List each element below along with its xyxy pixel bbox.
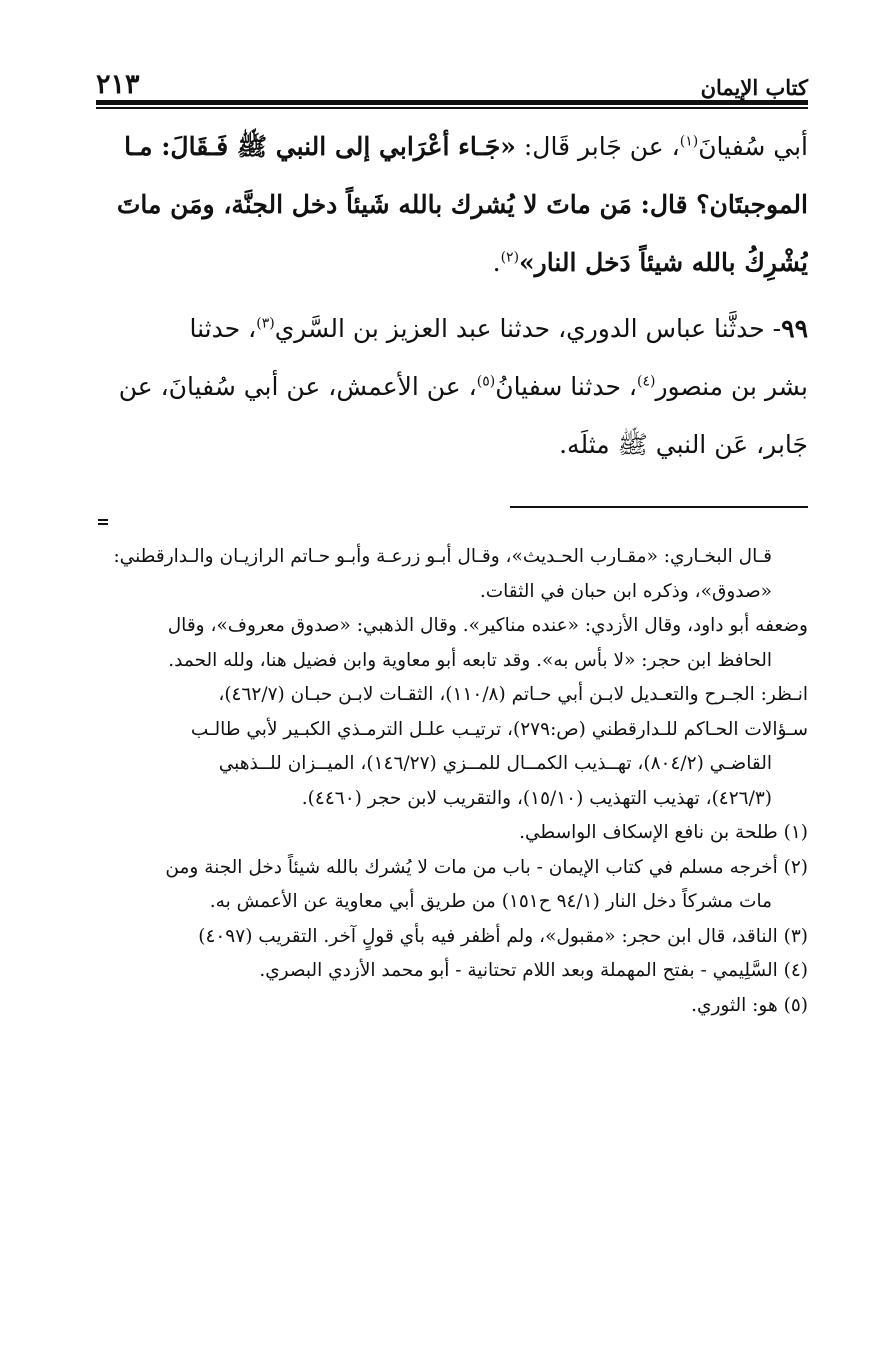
main-text bbox=[98, 118, 808, 474]
footnote-ref: (٥) bbox=[476, 373, 496, 390]
note-line: انـظر: الجـرح والتعـديل لابـن أبي حـاتم (١١٠/٨)، الثقـات لابـن حبـان (٤٦٢/٧)، bbox=[218, 684, 808, 705]
footnote-item: (٥) هو: الثوري. bbox=[691, 994, 808, 1016]
footnote-separator bbox=[510, 506, 808, 508]
header-rule bbox=[96, 100, 808, 105]
page-number: ٢١٣ bbox=[96, 69, 140, 100]
footnote-item: (١) طلحة بن نافع الإسكاف الواسطي. bbox=[519, 822, 808, 843]
footnote-ref: (٤) bbox=[636, 373, 656, 390]
footnote-continuation: مات مشركاً دخل النار (٩٤/١ ح١٥١) من طريق أبي معاوية عن الأعمش به. bbox=[209, 891, 772, 912]
footnotes bbox=[98, 540, 808, 1023]
note-line: (٤٢٦/٣)، تهذيب التهذيب (١٥/١٠)، والتقريب لابن حجر (٤٤٦٠). bbox=[301, 787, 772, 809]
header-rule-thin bbox=[96, 107, 808, 109]
running-title: كتاب الإيمان bbox=[700, 75, 808, 100]
hadith-number: ٩٩ bbox=[781, 314, 808, 343]
footnote-item: (٣) الناقد، قال ابن حجر: «مقبول»، ولم أظفر فيه بأي قولٍ آخر. التقريب (٤٠٩٧) bbox=[198, 925, 808, 947]
note-line: «صدوق»، وذكره ابن حبان في الثقات. bbox=[479, 580, 772, 602]
note-line: قـال البخـاري: «مقـارب الحـديث»، وقـال أبـو زرعـة وأبـو حـاتم الرازيـان والـدارقطني: bbox=[113, 546, 772, 567]
continuation-mark bbox=[98, 519, 108, 521]
footnote-ref: (١) bbox=[679, 133, 699, 150]
main-line: أبي سُفيانَ$^{(١)}$، عن جَابر قَال: «جَـاء أعْرَابي إلى النبي ﷺ فَـقَالَ: مـا bbox=[124, 132, 808, 161]
note-line: وضعفه أبو داود، وقال الأزدي: «عنده مناكير». وقال الذهبي: «صدوق معروف»، وقال bbox=[167, 615, 808, 636]
continuation-mark bbox=[98, 523, 108, 525]
main-line: جَابر، عَن النبي ﷺ مثلَه. bbox=[559, 430, 808, 459]
main-line: ٩٩- حدثَّنا عباس الدوري، حدثنا عبد العزيز بن السَّري$^{(٣)}$، حدثنا bbox=[189, 314, 808, 343]
main-line: يُشْرِكُ بالله شيئاً دَخل النار»$^{(٢)}$. bbox=[492, 248, 808, 277]
note-line: سـؤالات الحـاكم للـدارقطني (ص:٢٧٩)، ترتيـب علـل الترمـذي الكبـير لأبي طالـب bbox=[190, 718, 808, 740]
footnote-ref: (٢) bbox=[500, 249, 520, 266]
main-line: الموجبتَان؟ قال: مَن ماتَ لا يُشرك بالله شَيئاً دخل الجنَّة، ومَن ماتَ bbox=[116, 190, 808, 219]
main-line: بشر بن منصور$^{(٤)}$، حدثنا سفيانُ$^{(٥)}$، عن الأعمش، عن أبي سُفيانَ، عن bbox=[118, 372, 808, 401]
footnote-ref: (٣) bbox=[256, 315, 275, 332]
footnote-item: (٤) السَّلِيمي - بفتح المهملة وبعد اللام تحتانية - أبو محمد الأزدي البصري. bbox=[259, 960, 808, 981]
note-line: القاضـي (٨٠٤/٢)، تهــذيب الكمــال للمــزي (١٤٦/٢٧)، الميــزان للــذهبي bbox=[218, 753, 772, 774]
page-header bbox=[96, 66, 808, 100]
footnote-item: (٢) أخرجه مسلم في كتاب الإيمان - باب من مات لا يُشرك بالله شيئاً دخل الجنة ومن bbox=[165, 856, 808, 878]
note-line: الحافظ ابن حجر: «لا بأس به». وقد تابعه أبو معاوية وابن فضيل هنا، ولله الحمد. bbox=[168, 649, 772, 671]
